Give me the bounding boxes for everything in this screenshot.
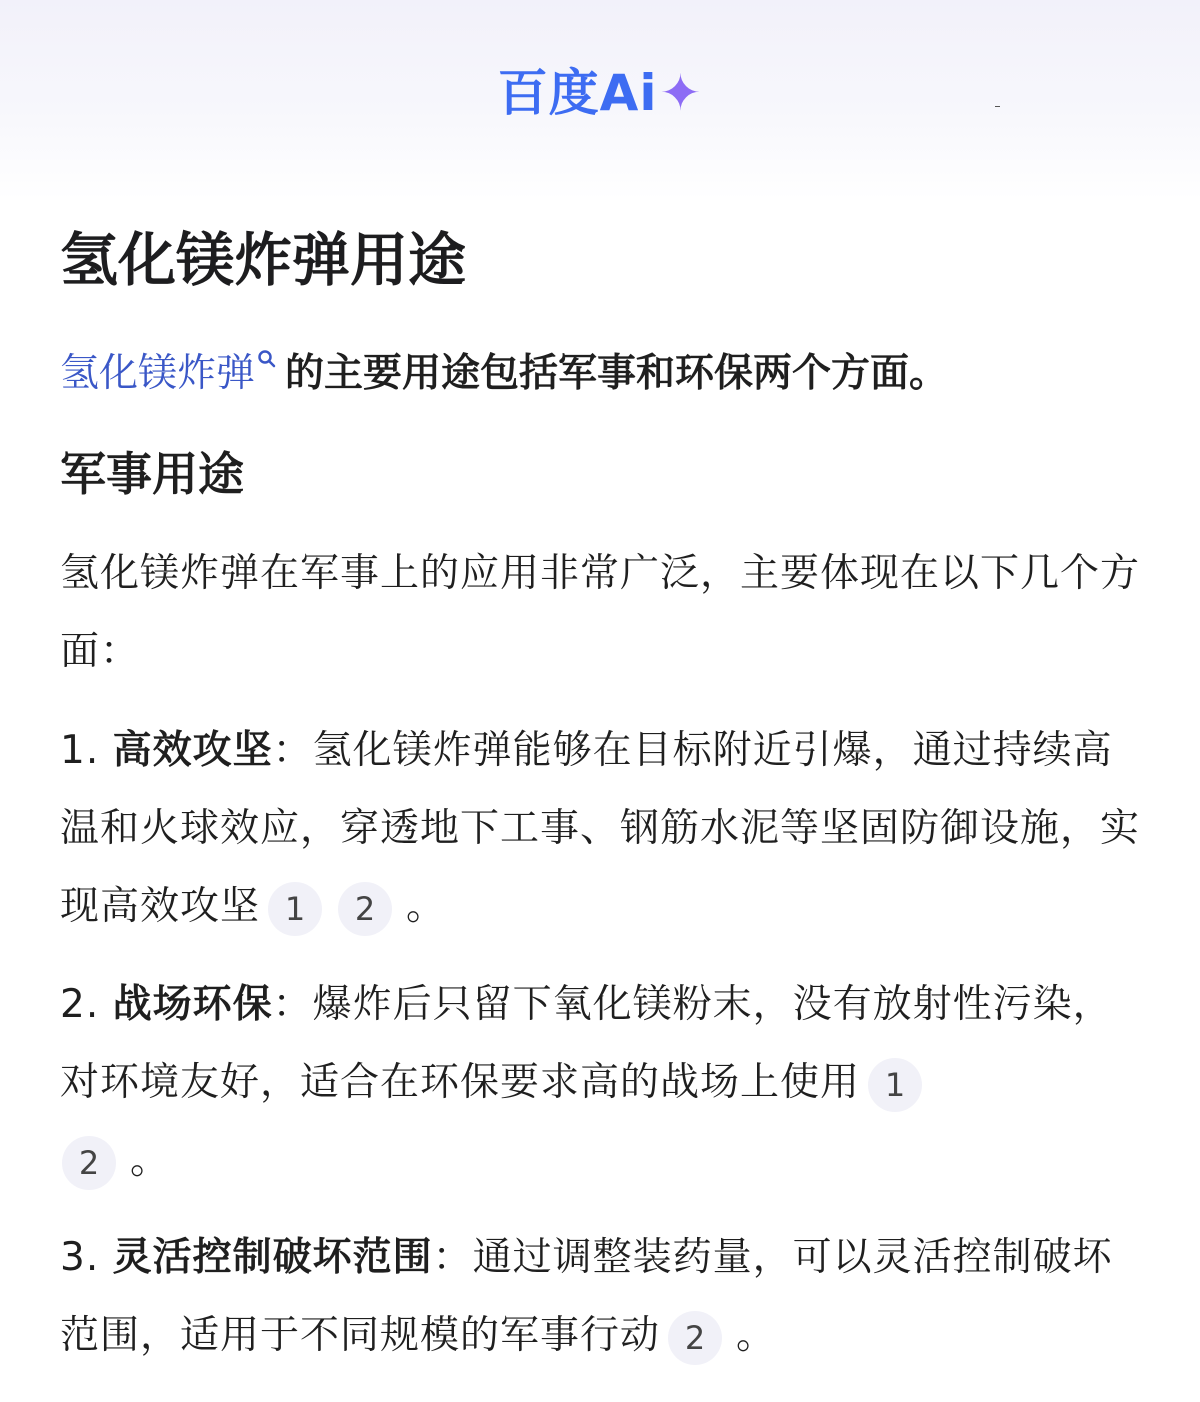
list-item <box>60 1219 1150 1375</box>
citation-badge[interactable]: 1 <box>868 1058 922 1112</box>
decorative-dash <box>995 106 1000 107</box>
page-title: 氢化镁炸弹用途 <box>60 226 467 294</box>
intro-paragraph <box>60 338 1150 410</box>
item-heading: 灵活控制破坏范围 <box>112 1235 433 1280</box>
item-heading: 战场环保 <box>112 982 273 1027</box>
section-intro: 氢化镁炸弹在军事上的应用非常广泛，主要体现在以下几个方面： <box>60 551 1141 674</box>
item-heading: 高效攻坚 <box>112 728 273 773</box>
citation-badge[interactable]: 2 <box>668 1311 722 1365</box>
item-end: 。 <box>736 1313 777 1358</box>
intro-text: 的主要用途包括军事和环保两个方面。 <box>285 351 949 396</box>
item-colon: ： <box>272 982 313 1027</box>
list-item <box>60 712 1150 946</box>
entity-link-label: 氢化镁炸弹 <box>60 351 256 396</box>
item-number: 3. <box>60 1235 100 1280</box>
search-icon <box>257 338 277 378</box>
section-title: 军事用途 <box>60 447 244 501</box>
item-text: 氢化镁炸弹能够在目标附近引爆，通过持续高温和火球效应，穿透地下工事、钢筋水泥等坚固防御设施，实现高效攻坚 <box>60 728 1141 929</box>
citation-badge[interactable]: 2 <box>62 1136 116 1190</box>
item-end: 。 <box>406 884 447 929</box>
baidu-ai-logo[interactable] <box>0 58 1200 128</box>
list-item <box>60 966 1150 1200</box>
item-number: 2. <box>60 982 100 1027</box>
sparkle-icon: ✦ <box>659 64 703 122</box>
item-end: 。 <box>130 1138 171 1183</box>
citation-badge[interactable]: 2 <box>338 882 392 936</box>
item-colon: ： <box>272 728 313 773</box>
citation-badge[interactable]: 1 <box>268 882 322 936</box>
item-text: 通过调整装药量，可以灵活控制破坏范围，适用于不同规模的军事行动 <box>60 1235 1113 1358</box>
item-colon: ： <box>432 1235 473 1280</box>
item-text: 爆炸后只留下氧化镁粉末，没有放射性污染，对环境友好，适合在环保要求高的战场上使用 <box>60 982 1113 1105</box>
item-number: 1. <box>60 728 100 773</box>
entity-link[interactable] <box>60 351 285 396</box>
logo-text: 百度Ai <box>497 64 658 122</box>
